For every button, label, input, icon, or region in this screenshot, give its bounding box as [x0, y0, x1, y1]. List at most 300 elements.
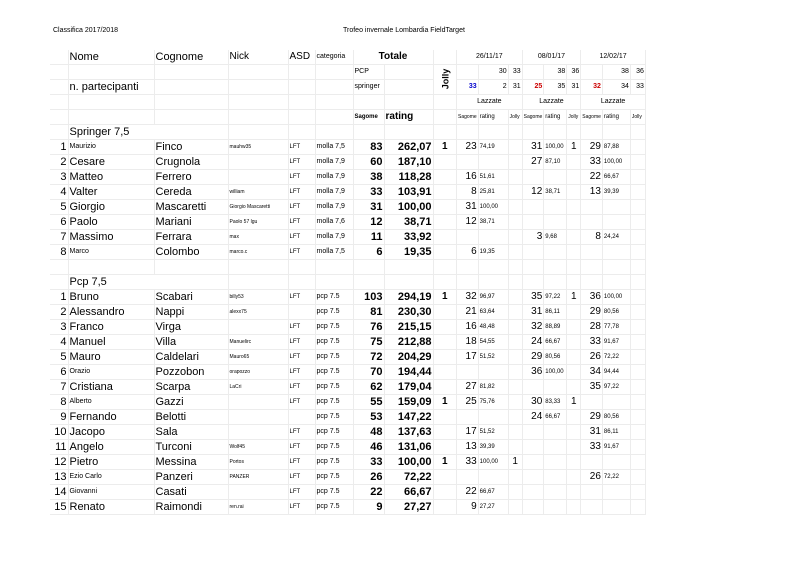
rating-3: 91,67	[602, 440, 630, 455]
first-name: Valter	[68, 185, 154, 200]
table-row	[50, 155, 645, 170]
jolly-1	[508, 350, 522, 365]
col-categoria: categoria	[315, 50, 353, 65]
jolly-2	[567, 215, 581, 230]
rank: 7	[50, 380, 68, 395]
sagome-1: 8	[457, 185, 479, 200]
rank: 8	[50, 395, 68, 410]
nick: Paolo 57 lgu	[228, 215, 288, 230]
sagome-2: 36	[522, 365, 544, 380]
total-rating: 72,22	[384, 470, 433, 485]
total-rating: 294,19	[384, 290, 433, 305]
group-spacer	[50, 260, 645, 275]
jolly-2: 1	[567, 140, 581, 155]
first-name: Alessandro	[68, 305, 154, 320]
nick: Portos	[228, 455, 288, 470]
rank: 3	[50, 320, 68, 335]
rating-2: 97,22	[544, 290, 567, 305]
rating-1: 96,97	[478, 290, 508, 305]
rank: 8	[50, 245, 68, 260]
category: pcp 7.5	[315, 335, 353, 350]
total-rating: 159,09	[384, 395, 433, 410]
sagome-3	[581, 395, 603, 410]
jolly-count	[433, 470, 457, 485]
total-rating: 262,07	[384, 140, 433, 155]
rating-2: 9,68	[544, 230, 567, 245]
jolly-count	[433, 155, 457, 170]
jolly-label: Jolly	[439, 68, 450, 90]
rating-2: 86,11	[544, 305, 567, 320]
jolly-count: 1	[433, 455, 457, 470]
sagome-3	[581, 485, 603, 500]
rank: 4	[50, 185, 68, 200]
sagome-2	[522, 485, 544, 500]
rating-2: 87,10	[544, 155, 567, 170]
asd: LFT	[288, 320, 315, 335]
asd	[288, 410, 315, 425]
rating-1: 51,52	[478, 425, 508, 440]
rating-1	[478, 470, 508, 485]
rating-3: 94,44	[602, 365, 630, 380]
first-name: Mauro	[68, 350, 154, 365]
jolly-2	[567, 455, 581, 470]
last-name: Sala	[154, 425, 228, 440]
rating-2: 100,00	[544, 365, 567, 380]
total-sagome: 76	[353, 320, 384, 335]
jolly-3	[630, 200, 645, 215]
rank: 2	[50, 305, 68, 320]
rating-1	[478, 365, 508, 380]
category: molla 7,5	[315, 245, 353, 260]
header-row-2: PCP Jolly 30 33 38 36 38 36	[50, 65, 645, 80]
jolly-1	[508, 290, 522, 305]
jolly-3	[630, 395, 645, 410]
jolly-count: 1	[433, 140, 457, 155]
jolly-2: 1	[567, 395, 581, 410]
total-sagome: 72	[353, 350, 384, 365]
rating-2: 66,67	[544, 335, 567, 350]
rating-2	[544, 485, 567, 500]
rating-1: 25,81	[478, 185, 508, 200]
table-row	[50, 455, 645, 470]
last-name: Casati	[154, 485, 228, 500]
header-row-5: Sagome rating Sagome rating Jolly Sagome rating Jolly Sagome rating Jolly	[50, 110, 645, 125]
jolly-1	[508, 140, 522, 155]
nick: Giorgio Mascaretti	[228, 200, 288, 215]
table-row	[50, 170, 645, 185]
total-rating: 27,27	[384, 500, 433, 515]
table-row	[50, 365, 645, 380]
last-name: Scabari	[154, 290, 228, 305]
sagome-1: 31	[457, 200, 479, 215]
sagome-1: 12	[457, 215, 479, 230]
group-header	[50, 125, 645, 140]
jolly-1	[508, 230, 522, 245]
total-rating: 19,35	[384, 245, 433, 260]
sagome-3: 26	[581, 470, 603, 485]
sagome-2	[522, 500, 544, 515]
total-sagome: 33	[353, 455, 384, 470]
jolly-count	[433, 170, 457, 185]
date-3: 12/02/17	[581, 50, 646, 65]
nick	[228, 155, 288, 170]
table-row	[50, 335, 645, 350]
rating-3: 80,56	[602, 410, 630, 425]
jolly-2	[567, 335, 581, 350]
last-name: Belotti	[154, 410, 228, 425]
rank: 12	[50, 455, 68, 470]
asd: LFT	[288, 470, 315, 485]
first-name: Angelo	[68, 440, 154, 455]
sagome-1: 6	[457, 245, 479, 260]
jolly-3	[630, 140, 645, 155]
rating-2: 88,89	[544, 320, 567, 335]
jolly-1	[508, 215, 522, 230]
total-sagome: 9	[353, 500, 384, 515]
sagome-1	[457, 230, 479, 245]
first-name: Giorgio	[68, 200, 154, 215]
last-name: Nappi	[154, 305, 228, 320]
first-name: Giovanni	[68, 485, 154, 500]
jolly-3	[630, 500, 645, 515]
last-name: Finco	[154, 140, 228, 155]
sagome-3	[581, 455, 603, 470]
category: pcp 7.5	[315, 500, 353, 515]
jolly-1	[508, 245, 522, 260]
sagome-1: 17	[457, 425, 479, 440]
category: pcp 7.5	[315, 290, 353, 305]
nick: alexx75	[228, 305, 288, 320]
total-sagome: 70	[353, 365, 384, 380]
asd: LFT	[288, 140, 315, 155]
total-sagome: 62	[353, 380, 384, 395]
rating-3: 72,22	[602, 350, 630, 365]
first-name: Massimo	[68, 230, 154, 245]
sagome-2: 29	[522, 350, 544, 365]
jolly-3	[630, 245, 645, 260]
rating-3: 87,88	[602, 140, 630, 155]
total-sagome: 55	[353, 395, 384, 410]
total-sagome: 33	[353, 185, 384, 200]
last-name: Virga	[154, 320, 228, 335]
category: molla 7,5	[315, 140, 353, 155]
nick	[228, 320, 288, 335]
total-rating: 137,63	[384, 425, 433, 440]
sagome-2: 3	[522, 230, 544, 245]
sagome-1	[457, 470, 479, 485]
nick	[228, 395, 288, 410]
last-name: Colombo	[154, 245, 228, 260]
last-name: Ferrara	[154, 230, 228, 245]
sagome-1: 9	[457, 500, 479, 515]
table-row	[50, 245, 645, 260]
rating-3	[602, 485, 630, 500]
rating-2: 38,71	[544, 185, 567, 200]
rating-2	[544, 380, 567, 395]
rank: 3	[50, 170, 68, 185]
asd: LFT	[288, 170, 315, 185]
header-row-1	[50, 50, 645, 65]
sagome-3: 33	[581, 440, 603, 455]
last-name: Villa	[154, 335, 228, 350]
location-2: Lazzate	[522, 95, 581, 110]
sagome-1: 21	[457, 305, 479, 320]
total-sagome: 46	[353, 440, 384, 455]
sagome-1: 32	[457, 290, 479, 305]
jolly-3	[630, 335, 645, 350]
jolly-3	[630, 230, 645, 245]
jolly-2	[567, 170, 581, 185]
rating-3: 77,78	[602, 320, 630, 335]
jolly-count	[433, 230, 457, 245]
col-nick: Nick	[228, 50, 288, 65]
last-name: Crugnola	[154, 155, 228, 170]
nick: billy53	[228, 290, 288, 305]
last-name: Mascaretti	[154, 200, 228, 215]
table-row	[50, 140, 645, 155]
first-name: Matteo	[68, 170, 154, 185]
total-rating: 230,30	[384, 305, 433, 320]
rating-1: 54,55	[478, 335, 508, 350]
category: molla 7,6	[315, 215, 353, 230]
rating-3: 100,00	[602, 290, 630, 305]
rank: 15	[50, 500, 68, 515]
nick: william	[228, 185, 288, 200]
jolly-2	[567, 230, 581, 245]
rank: 7	[50, 230, 68, 245]
nick: orapozzo	[228, 365, 288, 380]
rating-2	[544, 215, 567, 230]
jolly-1	[508, 470, 522, 485]
header-row-4	[50, 95, 645, 110]
rating-3	[602, 200, 630, 215]
asd: LFT	[288, 245, 315, 260]
group-header	[50, 275, 645, 290]
rating-3: 39,39	[602, 185, 630, 200]
jolly-count	[433, 320, 457, 335]
rating-3	[602, 245, 630, 260]
jolly-count: 1	[433, 290, 457, 305]
sagome-2	[522, 170, 544, 185]
asd: LFT	[288, 395, 315, 410]
label-springer: springer	[353, 80, 384, 95]
category: molla 7,9	[315, 230, 353, 245]
total-sagome: 81	[353, 305, 384, 320]
jolly-3	[630, 365, 645, 380]
rating-2	[544, 470, 567, 485]
jolly-2	[567, 245, 581, 260]
col-asd: ASD	[288, 50, 315, 65]
rank: 6	[50, 365, 68, 380]
rating-1: 66,67	[478, 485, 508, 500]
rating-3: 97,22	[602, 380, 630, 395]
rating-2: 80,56	[544, 350, 567, 365]
jolly-1	[508, 320, 522, 335]
category: pcp 7.5	[315, 470, 353, 485]
category: pcp 7.5	[315, 320, 353, 335]
total-sagome: 75	[353, 335, 384, 350]
jolly-count	[433, 485, 457, 500]
rating-2	[544, 500, 567, 515]
header-row-3: n. partecipanti springer 33 2 31 25 35 31 32 34 33	[50, 80, 645, 95]
rank: 5	[50, 200, 68, 215]
standings-body	[50, 125, 645, 515]
rating-1: 63,64	[478, 305, 508, 320]
sagome-3	[581, 200, 603, 215]
nick	[228, 425, 288, 440]
total-rating: 33,92	[384, 230, 433, 245]
rating-1: 75,76	[478, 395, 508, 410]
asd: LFT	[288, 380, 315, 395]
sagome-1: 16	[457, 320, 479, 335]
total-rating: 103,91	[384, 185, 433, 200]
rating-3	[602, 455, 630, 470]
jolly-count	[433, 185, 457, 200]
sagome-3: 29	[581, 410, 603, 425]
nick	[228, 170, 288, 185]
sagome-3: 35	[581, 380, 603, 395]
sagome-3	[581, 245, 603, 260]
sagome-3: 8	[581, 230, 603, 245]
sagome-2: 24	[522, 410, 544, 425]
jolly-count	[433, 500, 457, 515]
last-name: Messina	[154, 455, 228, 470]
first-name: Jacopo	[68, 425, 154, 440]
sheet-header-title: Trofeo invernale Lombardia FieldTarget	[343, 27, 465, 34]
total-sagome: 38	[353, 170, 384, 185]
last-name: Caldelari	[154, 350, 228, 365]
category: molla 7,9	[315, 155, 353, 170]
category: pcp 7.5	[315, 455, 353, 470]
jolly-3	[630, 485, 645, 500]
rating-3	[602, 395, 630, 410]
sagome-2: 30	[522, 395, 544, 410]
sagome-2: 31	[522, 140, 544, 155]
rating-1: 74,19	[478, 140, 508, 155]
rank: 5	[50, 350, 68, 365]
col-cognome: Cognome	[154, 50, 228, 65]
jolly-3	[630, 470, 645, 485]
sagome-2: 32	[522, 320, 544, 335]
total-rating: 118,28	[384, 170, 433, 185]
nick: ren.rai	[228, 500, 288, 515]
last-name: Ferrero	[154, 170, 228, 185]
jolly-2	[567, 485, 581, 500]
sagome-3: 34	[581, 365, 603, 380]
rank: 1	[50, 290, 68, 305]
first-name: Cristiana	[68, 380, 154, 395]
jolly-2	[567, 410, 581, 425]
nick: PANZER	[228, 470, 288, 485]
jolly-3	[630, 290, 645, 305]
sagome-2	[522, 470, 544, 485]
sagome-3: 22	[581, 170, 603, 185]
total-sagome: 48	[353, 425, 384, 440]
sagome-2: 24	[522, 335, 544, 350]
rating-2	[544, 455, 567, 470]
total-rating: 212,88	[384, 335, 433, 350]
total-rating: 66,67	[384, 485, 433, 500]
jolly-3	[630, 185, 645, 200]
sagome-1: 13	[457, 440, 479, 455]
rating-1	[478, 410, 508, 425]
total-sagome: 53	[353, 410, 384, 425]
rating-2	[544, 440, 567, 455]
category: pcp 7.5	[315, 485, 353, 500]
nick	[228, 485, 288, 500]
last-name: Raimondi	[154, 500, 228, 515]
sagome-3: 26	[581, 350, 603, 365]
table-row	[50, 320, 645, 335]
rating-3: 24,24	[602, 230, 630, 245]
last-name: Pozzobon	[154, 365, 228, 380]
nick: max	[228, 230, 288, 245]
jolly-2	[567, 425, 581, 440]
table-row	[50, 485, 645, 500]
jolly-3	[630, 440, 645, 455]
jolly-3	[630, 170, 645, 185]
total-rating: 131,06	[384, 440, 433, 455]
nick: Manuelirc	[228, 335, 288, 350]
asd: LFT	[288, 485, 315, 500]
asd: LFT	[288, 365, 315, 380]
sagome-1	[457, 155, 479, 170]
total-sagome: 11	[353, 230, 384, 245]
asd: LFT	[288, 425, 315, 440]
table-row	[50, 500, 645, 515]
rank: 14	[50, 485, 68, 500]
sagome-1: 22	[457, 485, 479, 500]
jolly-3	[630, 410, 645, 425]
jolly-1	[508, 185, 522, 200]
sagome-3: 33	[581, 335, 603, 350]
table-row	[50, 395, 645, 410]
rank: 6	[50, 215, 68, 230]
first-name: Marco	[68, 245, 154, 260]
rating-3: 100,00	[602, 155, 630, 170]
jolly-1	[508, 305, 522, 320]
last-name: Cereda	[154, 185, 228, 200]
jolly-count	[433, 440, 457, 455]
sagome-3	[581, 215, 603, 230]
sagome-3: 13	[581, 185, 603, 200]
sagome-2: 31	[522, 305, 544, 320]
sagome-1: 23	[457, 140, 479, 155]
rating-1: 19,35	[478, 245, 508, 260]
rank: 1	[50, 140, 68, 155]
sagome-1: 25	[457, 395, 479, 410]
table-row	[50, 470, 645, 485]
total-sagome: 83	[353, 140, 384, 155]
category: pcp 7.5	[315, 305, 353, 320]
total-rating: 187,10	[384, 155, 433, 170]
sagome-1	[457, 410, 479, 425]
first-name: Pietro	[68, 455, 154, 470]
jolly-1	[508, 425, 522, 440]
jolly-count	[433, 200, 457, 215]
jolly-2	[567, 365, 581, 380]
table-row	[50, 380, 645, 395]
category: pcp 7.5	[315, 365, 353, 380]
total-rating: 147,22	[384, 410, 433, 425]
rank: 4	[50, 335, 68, 350]
jolly-3	[630, 155, 645, 170]
category: molla 7,9	[315, 185, 353, 200]
group-title: Springer 7,5	[68, 125, 228, 140]
total-rating: 100,00	[384, 455, 433, 470]
col-sagome: Sagome	[353, 110, 384, 125]
category: pcp 7.5	[315, 425, 353, 440]
